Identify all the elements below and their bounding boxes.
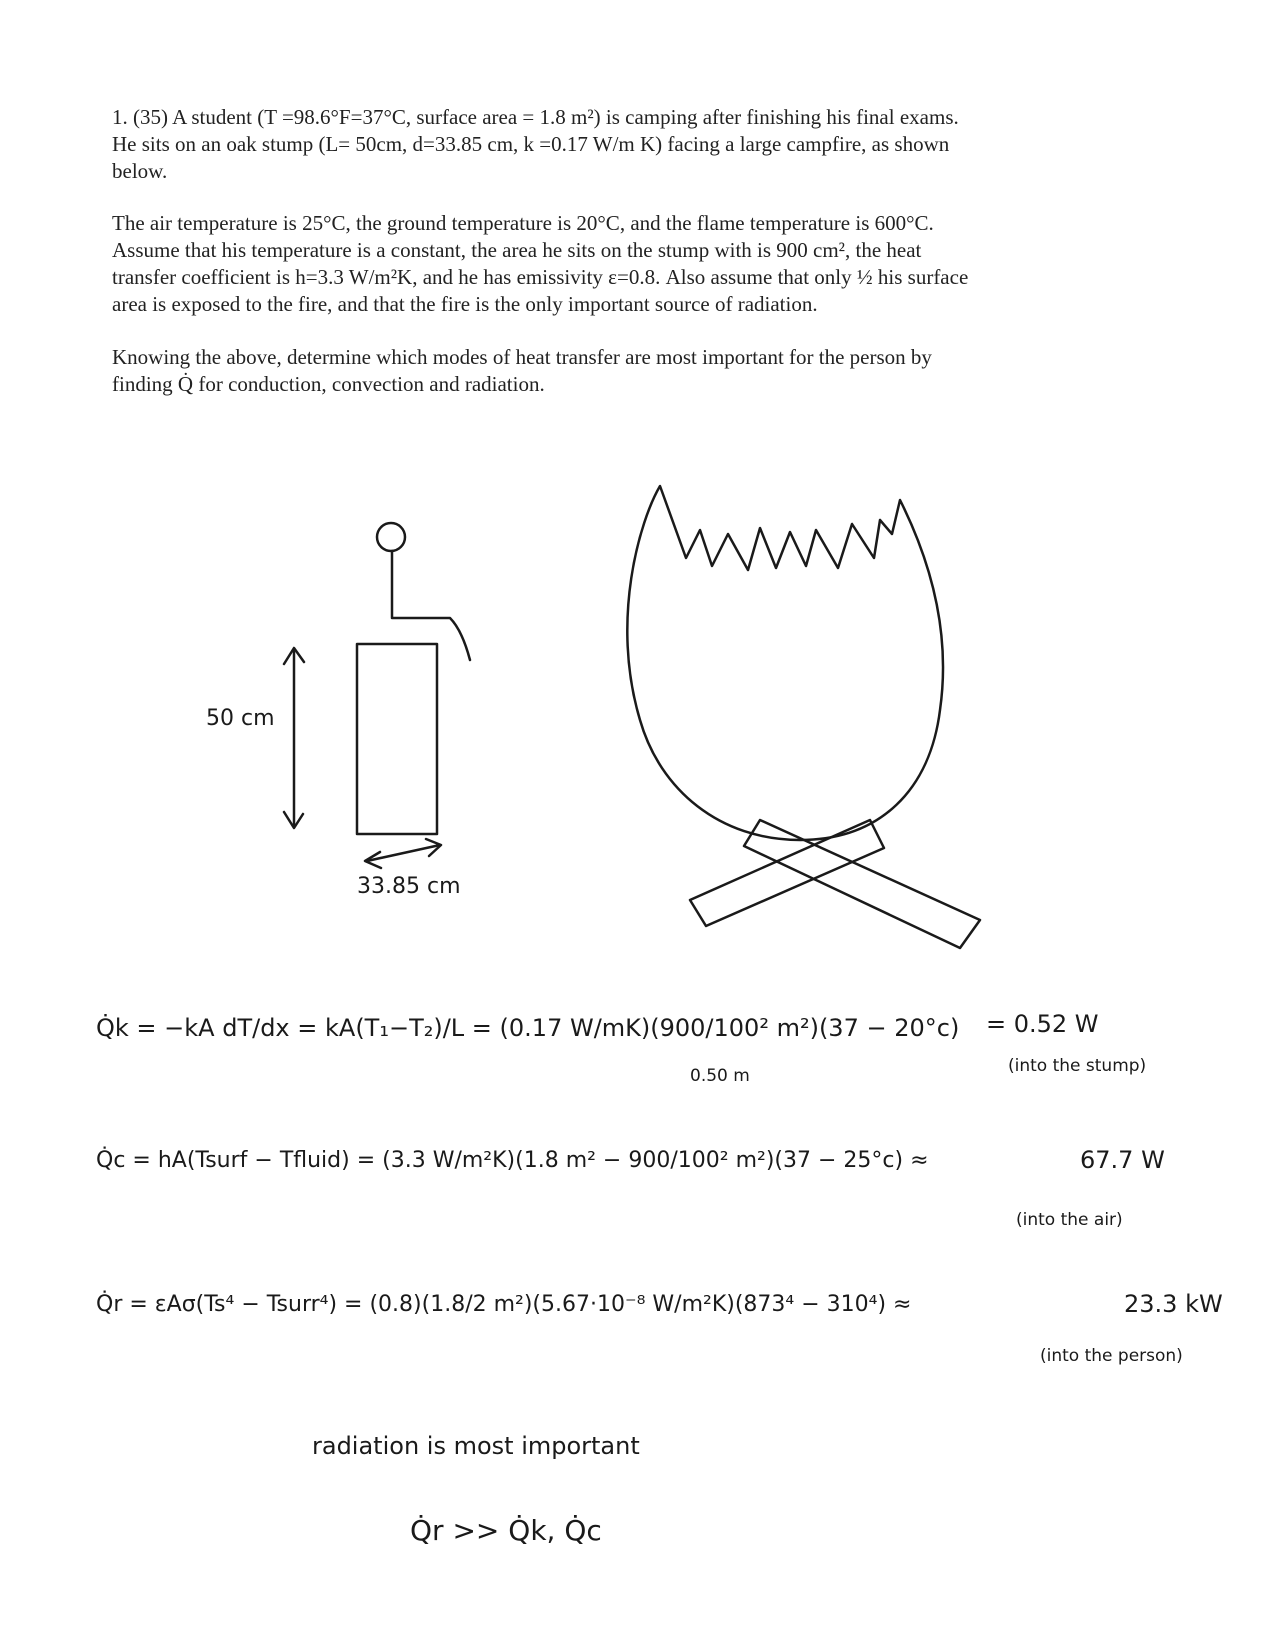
problem-line: 1. (35) A student (T =98.6°F=37°C, surface area = 1.8 m²) is camping after finishing his final exams. xyxy=(112,105,959,129)
conduction-result: = 0.52 W xyxy=(986,1010,1099,1038)
conduction-equation: Q̇k = −kA dT/dx = kA(T₁−T₂)/L = (0.17 W/mK)(900/100² m²)(37 − 20°c) xyxy=(96,1014,960,1042)
campfire-flame xyxy=(627,486,943,840)
convection-note: (into the air) xyxy=(1016,1210,1123,1230)
oak-stump xyxy=(357,644,437,834)
convection-equation: Q̇c = hA(Tsurf − Tfluid) = (3.3 W/m²K)(1.8 m² − 900/100² m²)(37 − 25°c) ≈ xyxy=(96,1148,929,1173)
problem-line: He sits on an oak stump (L= 50cm, d=33.85 cm, k =0.17 W/m K) facing a large campfire, as shown xyxy=(112,132,950,156)
convection-result: 67.7 W xyxy=(1080,1146,1165,1174)
campfire-logs xyxy=(690,820,980,948)
width-dimension-arrow xyxy=(365,839,441,868)
problem-line: transfer coefficient is h=3.3 W/m²K, and he has emissivity ε=0.8. Also assume that only ½ his surface xyxy=(112,265,969,289)
conduction-denominator: 0.50 m xyxy=(690,1066,750,1086)
radiation-equation: Q̇r = εAσ(Ts⁴ − Tsurr⁴) = (0.8)(1.8/2 m²)(5.67·10⁻⁸ W/m²K)(873⁴ − 310⁴) ≈ xyxy=(96,1292,912,1317)
comparison-text: Q̇r >> Q̇k, Q̇c xyxy=(410,1514,602,1547)
conduction-note: (into the stump) xyxy=(1008,1056,1147,1076)
problem-line: below. xyxy=(112,159,168,183)
problem-line: Assume that his temperature is a constant, the area he sits on the stump with is 900 cm², the heat xyxy=(112,238,922,262)
height-dimension-arrow xyxy=(284,648,304,828)
problem-line: finding Q̇ for conduction, convection and radiation. xyxy=(112,372,545,396)
person-figure xyxy=(377,523,470,660)
problem-line: The air temperature is 25°C, the ground temperature is 20°C, and the flame temperature is 600°C. xyxy=(112,211,934,235)
radiation-note: (into the person) xyxy=(1040,1346,1183,1366)
radiation-result: 23.3 kW xyxy=(1124,1290,1223,1318)
problem-line: area is exposed to the fire, and that the fire is the only important source of radiation. xyxy=(112,292,818,316)
problem-line: Knowing the above, determine which modes of heat transfer are most important for the person by xyxy=(112,345,932,369)
person-head xyxy=(377,523,405,551)
height-label: 50 cm xyxy=(206,706,275,731)
conclusion-text: radiation is most important xyxy=(312,1432,640,1460)
width-label: 33.85 cm xyxy=(357,874,461,899)
